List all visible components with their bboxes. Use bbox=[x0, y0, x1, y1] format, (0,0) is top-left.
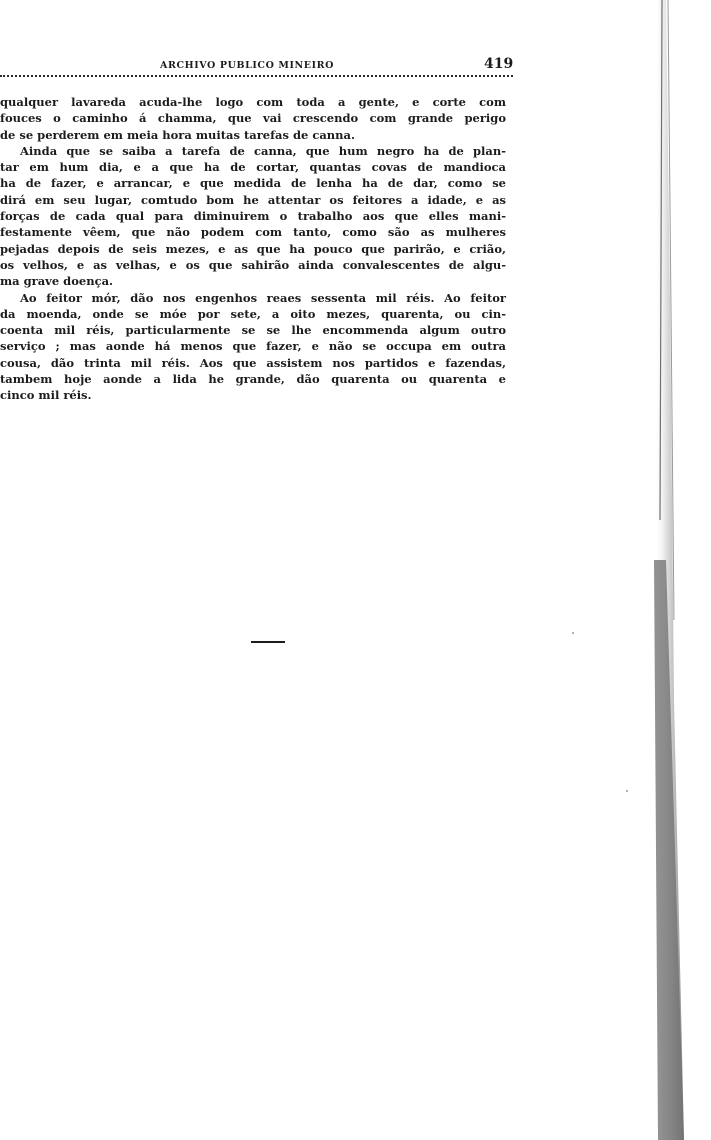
text-line: forças de cada qual para diminuirem o trabalho aos que elles mani- bbox=[0, 209, 506, 224]
page-number: 419 bbox=[484, 56, 514, 72]
text-line: dirá em seu lugar, comtudo bom he attentar os feitores a idade, e as bbox=[0, 192, 506, 207]
text-line: de se perderem em meia hora muitas tarefas de canna. bbox=[0, 127, 355, 142]
text-line: Ao feitor mór, dão nos engenhos reaes sessenta mil réis. Ao feitor bbox=[20, 290, 506, 305]
text-line: Ainda que se saiba a tarefa de canna, que hum negro ha de plan- bbox=[20, 143, 506, 158]
text-line: tar em hum dia, e a que ha de cortar, quantas covas de mandioca bbox=[0, 160, 506, 175]
text-line: os velhos, e as velhas, e os que sahirão ainda convalescentes de algu- bbox=[0, 257, 506, 272]
text-line: tambem hoje aonde a lida he grande, dão quarenta ou quarenta e bbox=[0, 372, 506, 387]
text-line: coenta mil réis, particularmente se se lhe encommenda algum outro bbox=[0, 323, 506, 338]
header-dotted-rule bbox=[0, 75, 513, 77]
running-header-title: ARCHIVO PUBLICO MINEIRO bbox=[160, 60, 335, 71]
scan-gutter-shadow bbox=[644, 0, 711, 1140]
scan-speck bbox=[572, 632, 574, 634]
text-line: festamente vêem, que não podem com tanto, como são as mulheres bbox=[0, 225, 506, 240]
scan-speck bbox=[626, 790, 628, 792]
text-line: pejadas depois de seis mezes, e as que ha pouco que parirão, e crião, bbox=[0, 241, 506, 256]
text-line: da moenda, onde se móe por sete, a oito mezes, quarenta, ou cin- bbox=[0, 306, 506, 321]
section-end-rule bbox=[251, 641, 285, 643]
paragraph-2 bbox=[0, 143, 506, 290]
text-line: fouces o caminho á chamma, que vai crescendo com grande perigo bbox=[0, 111, 506, 126]
text-line: ha de fazer, e arrancar, e que medida de lenha ha de dar, como se bbox=[0, 176, 506, 191]
text-line: cousa, dão trinta mil réis. Aos que assistem nos partidos e fazendas, bbox=[0, 355, 506, 370]
text-line: qualquer lavareda acuda-lhe logo com toda a gente, e corte com bbox=[0, 95, 506, 109]
body-text bbox=[0, 94, 506, 404]
text-line: ma grave doença. bbox=[0, 274, 114, 289]
paragraph-1 bbox=[0, 94, 506, 143]
text-line: cinco mil réis. bbox=[0, 388, 92, 403]
paragraph-3 bbox=[0, 290, 506, 404]
text-line: serviço ; mas aonde há menos que fazer, e não se occupa em outra bbox=[0, 339, 506, 354]
